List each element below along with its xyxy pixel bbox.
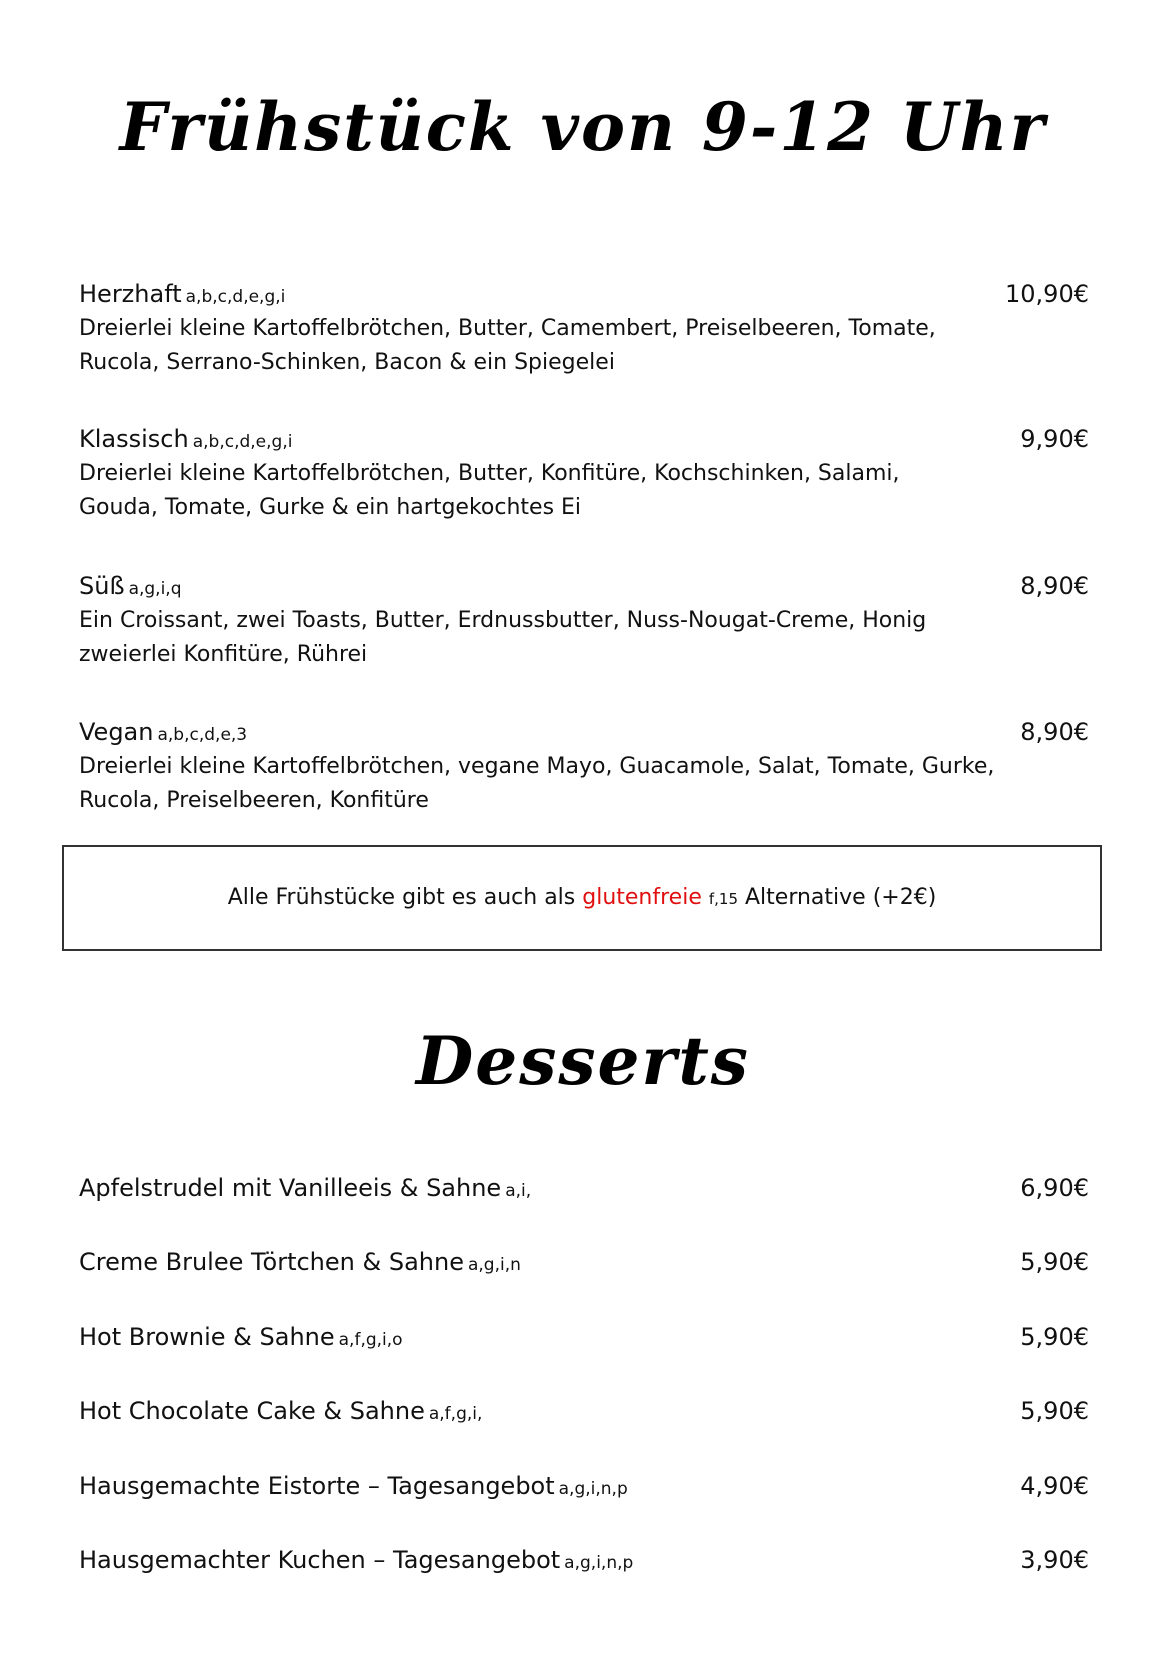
item-allergens: a,g,i,n,p	[558, 1479, 628, 1499]
item-allergens: a,b,c,d,e,g,i	[192, 432, 293, 452]
item-price: 6,90€	[1020, 1174, 1089, 1202]
item-price: 9,90€	[1020, 425, 1089, 453]
gluten-free-note	[62, 845, 1102, 951]
breakfast-item-klassisch	[79, 421, 1089, 525]
breakfast-title: Frühstück von 9-12 Uhr	[119, 88, 1047, 166]
item-price: 3,90€	[1020, 1546, 1089, 1574]
item-allergens: a,g,i,q	[128, 579, 182, 599]
item-name: Hausgemachter Kuchen – Tagesangebot	[79, 1546, 561, 1574]
item-price: 5,90€	[1020, 1323, 1089, 1351]
desserts-title: Desserts	[416, 1022, 750, 1100]
item-price: 5,90€	[1020, 1397, 1089, 1425]
item-description-line: Rucola, Preiselbeeren, Konfitüre	[79, 788, 429, 813]
breakfast-item-suess	[79, 568, 1089, 672]
item-header	[79, 421, 1089, 457]
breakfast-item-vegan	[79, 714, 1089, 818]
gluten-note-allergens: f,15	[708, 890, 739, 908]
item-name: Herzhaft	[79, 280, 182, 308]
breakfast-item-herzhaft	[79, 276, 1089, 380]
item-allergens: a,b,c,d,e,3	[157, 725, 248, 745]
item-allergens: a,f,g,i,	[428, 1404, 483, 1424]
gluten-note-suffix: Alternative (+2€)	[738, 885, 937, 910]
dessert-item	[79, 1540, 1089, 1580]
item-description-line: Dreierlei kleine Kartoffelbrötchen, Butter, Camembert, Preiselbeeren, Tomate,	[79, 316, 936, 341]
item-price: 10,90€	[1005, 280, 1089, 308]
dessert-item	[79, 1466, 1089, 1506]
item-allergens: a,i,	[505, 1181, 532, 1201]
item-name: Süß	[79, 572, 125, 600]
dessert-item	[79, 1168, 1089, 1208]
item-description-line: Gouda, Tomate, Gurke & ein hartgekochtes Ei	[79, 495, 582, 520]
gluten-note-highlight: glutenfreie	[582, 885, 702, 910]
item-description-line: Dreierlei kleine Kartoffelbrötchen, Butter, Konfitüre, Kochschinken, Salami,	[79, 461, 900, 486]
item-header	[79, 276, 1089, 312]
dessert-item	[79, 1317, 1089, 1357]
item-allergens: a,f,g,i,o	[338, 1330, 403, 1350]
item-allergens: a,g,i,n,p	[564, 1553, 634, 1573]
item-name: Hot Brownie & Sahne	[79, 1323, 335, 1351]
item-price: 4,90€	[1020, 1472, 1089, 1500]
item-name: Klassisch	[79, 425, 189, 453]
gluten-note-prefix: Alle Frühstücke gibt es auch als	[227, 885, 583, 910]
item-description-line: zweierlei Konfitüre, Rührei	[79, 642, 368, 667]
item-description-line: Rucola, Serrano-Schinken, Bacon & ein Spiegelei	[79, 350, 615, 375]
item-name: Vegan	[79, 718, 154, 746]
item-description-line: Dreierlei kleine Kartoffelbrötchen, vegane Mayo, Guacamole, Salat, Tomate, Gurke,	[79, 754, 995, 779]
item-name: Hot Chocolate Cake & Sahne	[79, 1397, 425, 1425]
item-price: 5,90€	[1020, 1248, 1089, 1276]
item-header	[79, 568, 1089, 604]
item-name: Creme Brulee Törtchen & Sahne	[79, 1248, 464, 1276]
item-price: 8,90€	[1020, 572, 1089, 600]
item-allergens: a,g,i,n	[467, 1255, 521, 1275]
item-name: Hausgemachte Eistorte – Tagesangebot	[79, 1472, 555, 1500]
item-header	[79, 714, 1089, 750]
item-description-line: Ein Croissant, zwei Toasts, Butter, Erdnussbutter, Nuss-Nougat-Creme, Honig	[79, 608, 927, 633]
dessert-item	[79, 1391, 1089, 1431]
dessert-item	[79, 1242, 1089, 1282]
item-price: 8,90€	[1020, 718, 1089, 746]
item-name: Apfelstrudel mit Vanilleeis & Sahne	[79, 1174, 502, 1202]
item-allergens: a,b,c,d,e,g,i	[185, 287, 286, 307]
